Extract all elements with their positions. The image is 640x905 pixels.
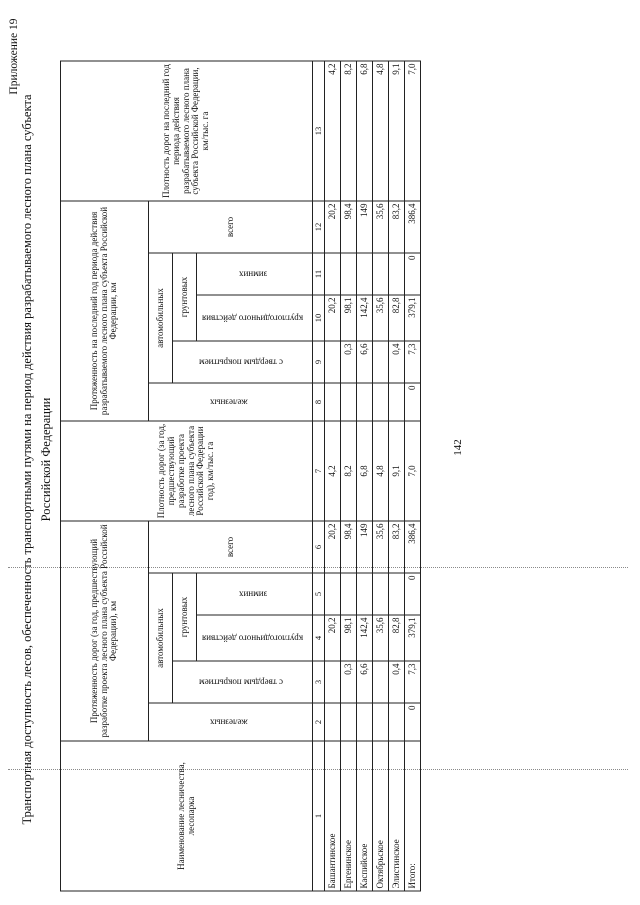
cell-value xyxy=(373,573,389,615)
cell-value: 386,4 xyxy=(405,200,421,252)
cell-value xyxy=(325,253,341,295)
table-row xyxy=(373,60,389,890)
cell-value xyxy=(373,253,389,295)
cell-value: 6,8 xyxy=(357,60,373,200)
header-density-last: Плотность дорог на последний год периода действия разрабатываемого лесного плана субъекта Российской Федерации, км/тыс. га xyxy=(61,60,313,200)
cell-value: 386,4 xyxy=(405,521,421,573)
cell-value: 20,2 xyxy=(325,521,341,573)
cell-value: 35,6 xyxy=(373,521,389,573)
cell-value xyxy=(357,383,373,421)
cell-value: 149 xyxy=(357,200,373,252)
column-number: 11 xyxy=(313,253,325,295)
cell-forestry-name: Элистинское xyxy=(389,741,405,891)
cell-value xyxy=(325,573,341,615)
cell-value: 4,2 xyxy=(325,421,341,521)
cell-value: 98,1 xyxy=(341,295,357,341)
cell-value xyxy=(389,573,405,615)
cell-value xyxy=(341,253,357,295)
header-ground: грунтовых xyxy=(173,253,197,341)
cell-value: 4,8 xyxy=(373,60,389,200)
cell-value: 20,2 xyxy=(325,615,341,661)
cell-value: 7,0 xyxy=(405,421,421,521)
column-number: 5 xyxy=(313,573,325,615)
cell-value: 83,2 xyxy=(389,200,405,252)
cell-forestry-name: Октябрьское xyxy=(373,741,389,891)
cell-value: 20,2 xyxy=(325,200,341,252)
transport-accessibility-table xyxy=(60,60,421,891)
column-number: 6 xyxy=(313,521,325,573)
cell-value: 9,1 xyxy=(389,421,405,521)
cell-value: 98,1 xyxy=(341,615,357,661)
cell-value xyxy=(373,383,389,421)
cell-value: 0,3 xyxy=(341,341,357,383)
cell-value: 0,4 xyxy=(389,341,405,383)
cell-value: 0 xyxy=(405,703,421,741)
cell-value: 7,0 xyxy=(405,60,421,200)
cell-value: 7,3 xyxy=(405,341,421,383)
header-auto: автомобильных xyxy=(149,573,173,703)
header-density-prev: Плотность дорог (за год, предшествующий разработке проекта лесного плана субъекта Российской Федерации год), км/тыс. га xyxy=(61,421,313,521)
header-auto: автомобильных xyxy=(149,253,173,383)
header-winter: зимних xyxy=(197,573,313,615)
column-number: 2 xyxy=(313,703,325,741)
header-paved: с твердым покрытием xyxy=(173,661,313,703)
cell-value xyxy=(325,383,341,421)
cell-value: 379,1 xyxy=(405,615,421,661)
cell-value xyxy=(341,573,357,615)
cell-value xyxy=(325,703,341,741)
table-row xyxy=(325,60,341,890)
table-row xyxy=(357,60,373,890)
header-block-last: Протяженность на последний год периода действия разрабатываемого лесного плана субъекта Российской Федерации, км xyxy=(61,200,149,420)
cell-value: 0 xyxy=(405,253,421,295)
cell-value: 149 xyxy=(357,521,373,573)
cell-value xyxy=(341,383,357,421)
cell-value: 0,3 xyxy=(341,661,357,703)
cell-value: 142,4 xyxy=(357,295,373,341)
cell-value: 142,4 xyxy=(357,615,373,661)
header-ground: грунтовых xyxy=(173,573,197,661)
cell-value: 35,6 xyxy=(373,200,389,252)
cell-value: 98,4 xyxy=(341,521,357,573)
column-number: 3 xyxy=(313,661,325,703)
cell-forestry-name: Башантинское xyxy=(325,741,341,891)
cell-value xyxy=(373,661,389,703)
cell-value: 0 xyxy=(405,383,421,421)
header-winter: зимних xyxy=(197,253,313,295)
cell-value: 0 xyxy=(405,573,421,615)
title-line: Транспортная доступность лесов, обеспеченность транспортными путями на период действия разрабатываемого лесного плана субъекта xyxy=(20,93,34,825)
cell-value xyxy=(341,703,357,741)
cell-value: 7,3 xyxy=(405,661,421,703)
column-number: 10 xyxy=(313,295,325,341)
document-title xyxy=(18,49,56,869)
column-number: 12 xyxy=(313,200,325,252)
title-line: Российской Федерации xyxy=(39,397,53,521)
table-row xyxy=(341,60,357,890)
cell-value: 20,2 xyxy=(325,295,341,341)
page-number: 142 xyxy=(452,438,464,456)
cell-value: 83,2 xyxy=(389,521,405,573)
header-block-prev: Протяженность дорог (за год, предшествующий разработке проекта лесного плана субъекта Российской Федерации), км xyxy=(61,521,149,741)
cell-value: 82,8 xyxy=(389,295,405,341)
column-number: 8 xyxy=(313,383,325,421)
cell-value: 6,6 xyxy=(357,661,373,703)
table-row-total xyxy=(405,60,421,890)
cell-value xyxy=(357,253,373,295)
cell-value: 4,8 xyxy=(373,421,389,521)
appendix-label: Приложение 19 xyxy=(8,18,20,95)
cell-value xyxy=(357,573,373,615)
cell-value xyxy=(357,703,373,741)
cell-forestry-name: Ергенинское xyxy=(341,741,357,891)
cell-value: 6,8 xyxy=(357,421,373,521)
cell-value xyxy=(373,341,389,383)
table-row xyxy=(389,60,405,890)
header-year-round: круглогодичного действия xyxy=(197,615,313,661)
cell-value: 9,1 xyxy=(389,60,405,200)
header-rail: железных xyxy=(149,383,313,421)
cell-value: 4,2 xyxy=(325,60,341,200)
cell-value: 35,6 xyxy=(373,295,389,341)
header-name: Наименование лесничества, лесопарка xyxy=(61,741,313,891)
cell-value xyxy=(325,661,341,703)
cell-value: 379,1 xyxy=(405,295,421,341)
cell-value: 98,4 xyxy=(341,200,357,252)
cell-value: 82,8 xyxy=(389,615,405,661)
cell-forestry-name: Каспийское xyxy=(357,741,373,891)
column-number: 9 xyxy=(313,341,325,383)
column-number: 1 xyxy=(313,741,325,891)
cell-value: 6,6 xyxy=(357,341,373,383)
cell-value xyxy=(389,703,405,741)
cell-value xyxy=(389,383,405,421)
column-number: 7 xyxy=(313,421,325,521)
cell-total-label: Итого: xyxy=(405,741,421,891)
cell-value: 8,2 xyxy=(341,60,357,200)
column-number: 13 xyxy=(313,60,325,200)
header-total: всего xyxy=(149,521,313,573)
header-rail: железных xyxy=(149,703,313,741)
column-number: 4 xyxy=(313,615,325,661)
cell-value xyxy=(389,253,405,295)
header-total: всего xyxy=(149,200,313,252)
cell-value: 8,2 xyxy=(341,421,357,521)
cell-value xyxy=(325,341,341,383)
cell-value xyxy=(373,703,389,741)
cell-value: 0,4 xyxy=(389,661,405,703)
header-year-round: круглогодичного действия xyxy=(197,295,313,341)
header-paved: с твердым покрытием xyxy=(173,341,313,383)
cell-value: 35,6 xyxy=(373,615,389,661)
